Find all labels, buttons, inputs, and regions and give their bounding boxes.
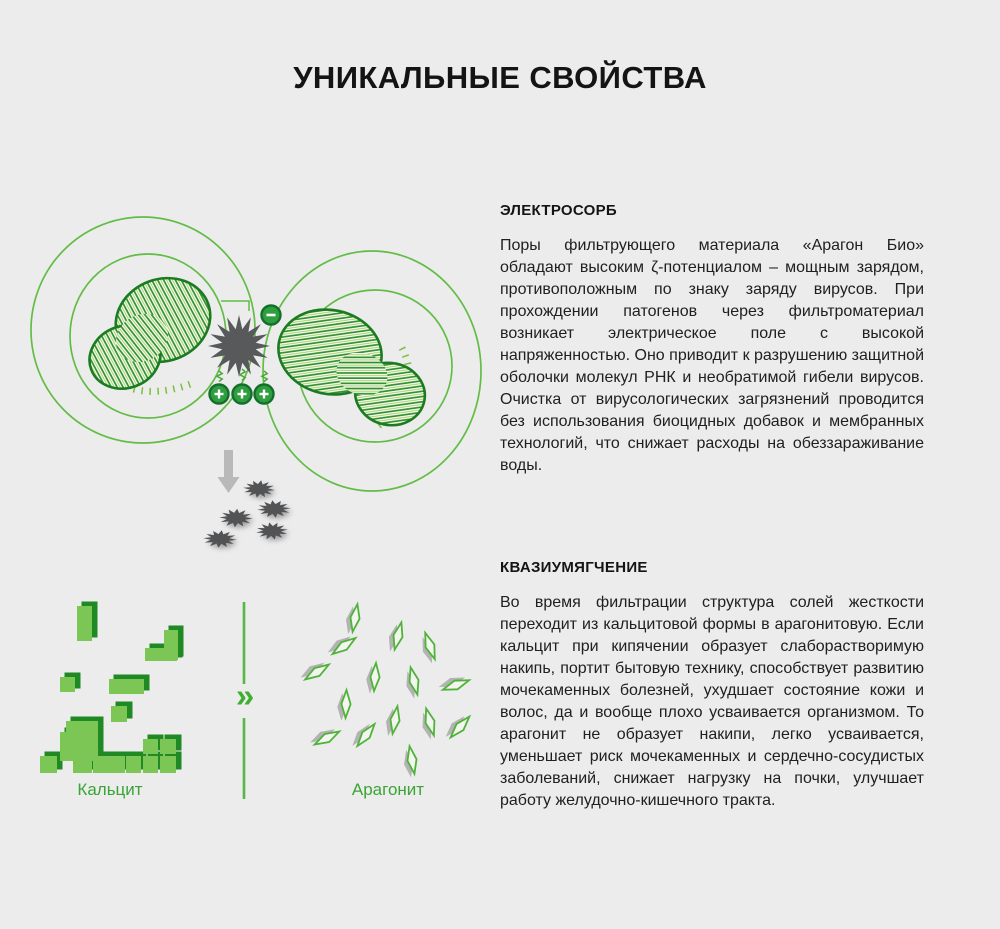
charge-connector-line [221,301,249,311]
electrosorb-illustration [20,185,490,560]
calcite-label: Кальцит [77,780,143,799]
plus-charge-icons [210,385,274,404]
destroyed-virus-icon [253,521,290,541]
aragonite-crystal [401,745,419,778]
aragonite-crystal [384,705,402,738]
plus-charge-icon [255,385,274,404]
aragonite-crystal [337,690,351,721]
aragonite-label: Арагонит [351,780,425,799]
aragonite-crystal [437,672,471,695]
destroyed-virus-icon [241,479,277,499]
destroyed-virus-icon [202,529,239,548]
page-title: УНИКАЛЬНЫЕ СВОЙСТВА [293,60,707,95]
aragonite-crystal [442,711,473,743]
electric-discharge-starburst-icon [208,315,270,377]
aragonite-crystal [349,719,378,752]
aragonite-crystal [402,666,422,699]
aragonite-crystal [386,620,406,653]
destroyed-virus-icon [218,508,254,528]
section-body-electrosorb: Поры фильтрующего материала «Арагон Био» обладают высоким ζ-потенциалом – мощным зарядом, противоположным по знаку заряду вирусов. При прохождении патогенов через фильтроматериал возникает электрическое поле с высокой напряженностью. Оно приводит к разрушению защитной оболочки молекул РНК и необратимой гибели вирусов. Очистка от вирусологических загрязнений проводится без использования биоцидных добавок и мембранных технологий, что снижает расходы на обеззараживание воды. [500,237,924,474]
section-body-quasi-softening: Во время фильтрации структура солей жесткости переходит из кальцитовой формы в арагонитовую. Если кальцит при кипячении образует слаборастворимую накипь, портит бытовую технику, способствует развитию мочекаменных болезней, ухудшает состояние кожи и волос, да и вообще плохо усваивается организмом. То арагонит не образует накипи, легко усваивается, уменьшает риск мочекаменных и сердечно-сосудистых заболеваний, снижает нагрузку на почки, улучшает работу желудочно-кишечного тракта. [500,594,924,809]
aragonite-crystal [308,724,342,750]
section-heading-quasi-softening: КВАЗИУМЯГЧЕНИЕ [500,559,648,576]
plus-charge-icon [233,385,252,404]
transform-chevron-icon: » [235,677,255,714]
discharge-squiggles [217,369,267,382]
minus-charge-icon [262,306,281,325]
aragonite-crystal [365,662,380,694]
calcite-blocks [40,606,178,773]
plus-charge-icon [210,385,229,404]
virus-cell-left [81,265,223,398]
aragonite-crystal [325,631,358,660]
down-arrow-icon [218,450,240,493]
destroyed-virus-icon [256,499,293,518]
aragonite-crystals [298,603,473,779]
aragonite-crystal [418,707,439,740]
aragonite-crystal [344,603,362,636]
destroyed-viruses [202,479,293,549]
aragonite-crystal [417,631,440,665]
aragonite-crystal [298,657,331,685]
section-heading-electrosorb: ЭЛЕКТРОСОРБ [500,202,618,219]
virus-cell-right [270,300,430,431]
